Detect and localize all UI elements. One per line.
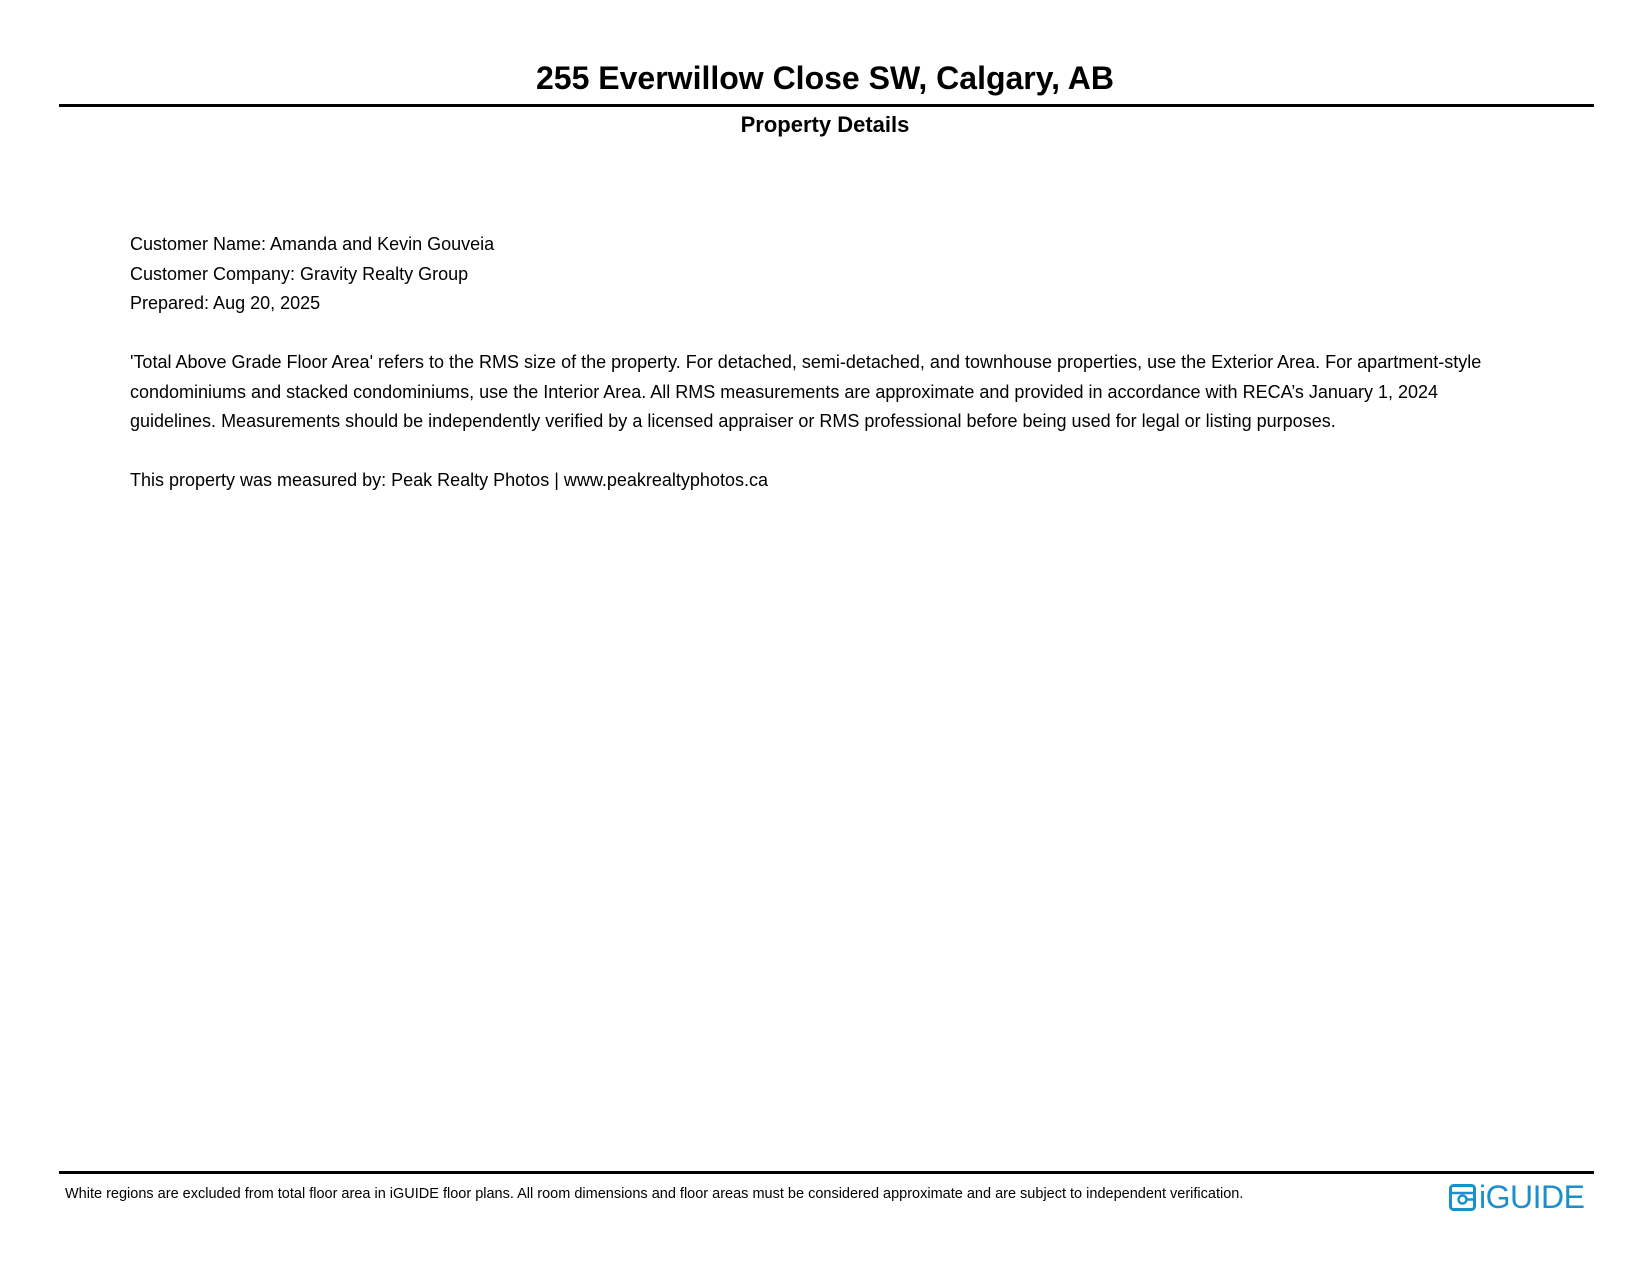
measured-by: This property was measured by: Peak Realty Photos | www.peakrealtyphotos.ca [130, 470, 768, 490]
iguide-logo-text: iGUIDE [1479, 1179, 1585, 1215]
customer-company: Customer Company: Gravity Realty Group [130, 263, 469, 284]
footer-divider [59, 1171, 1594, 1174]
property-details-body [130, 230, 1520, 496]
header-divider [59, 104, 1594, 107]
page-title: 255 Everwillow Close SW, Calgary, AB [536, 60, 1114, 96]
prepared-date: Prepared: Aug 20, 2025 [130, 293, 321, 313]
iguide-logo [1449, 1180, 1584, 1214]
spacer [130, 319, 1520, 349]
iguide-logo-icon [1449, 1184, 1476, 1211]
spacer [130, 437, 1520, 467]
customer-name: Customer Name: Amanda and Kevin Gouveia [130, 234, 495, 254]
page-subtitle: Property Details [740, 112, 910, 137]
rms-disclaimer: 'Total Above Grade Floor Area' refers to the RMS size of the property. For detached, semi-detached, and townhouse properties, use the Exterior Area. For apartment-style condominiums and stacked condominiums, use the Interior Area. All RMS measurements are approximate and provided in accordance with RECA’s January 1, 2024 guidelines. Measurements should be independently verified by a licensed appraiser or RMS professional before being used for legal or listing purposes. [130, 352, 1482, 431]
footer-note: White regions are excluded from total floor area in iGUIDE floor plans. All room dimensions and floor areas must be considered approximate and are subject to independent verification. [65, 1186, 1244, 1202]
